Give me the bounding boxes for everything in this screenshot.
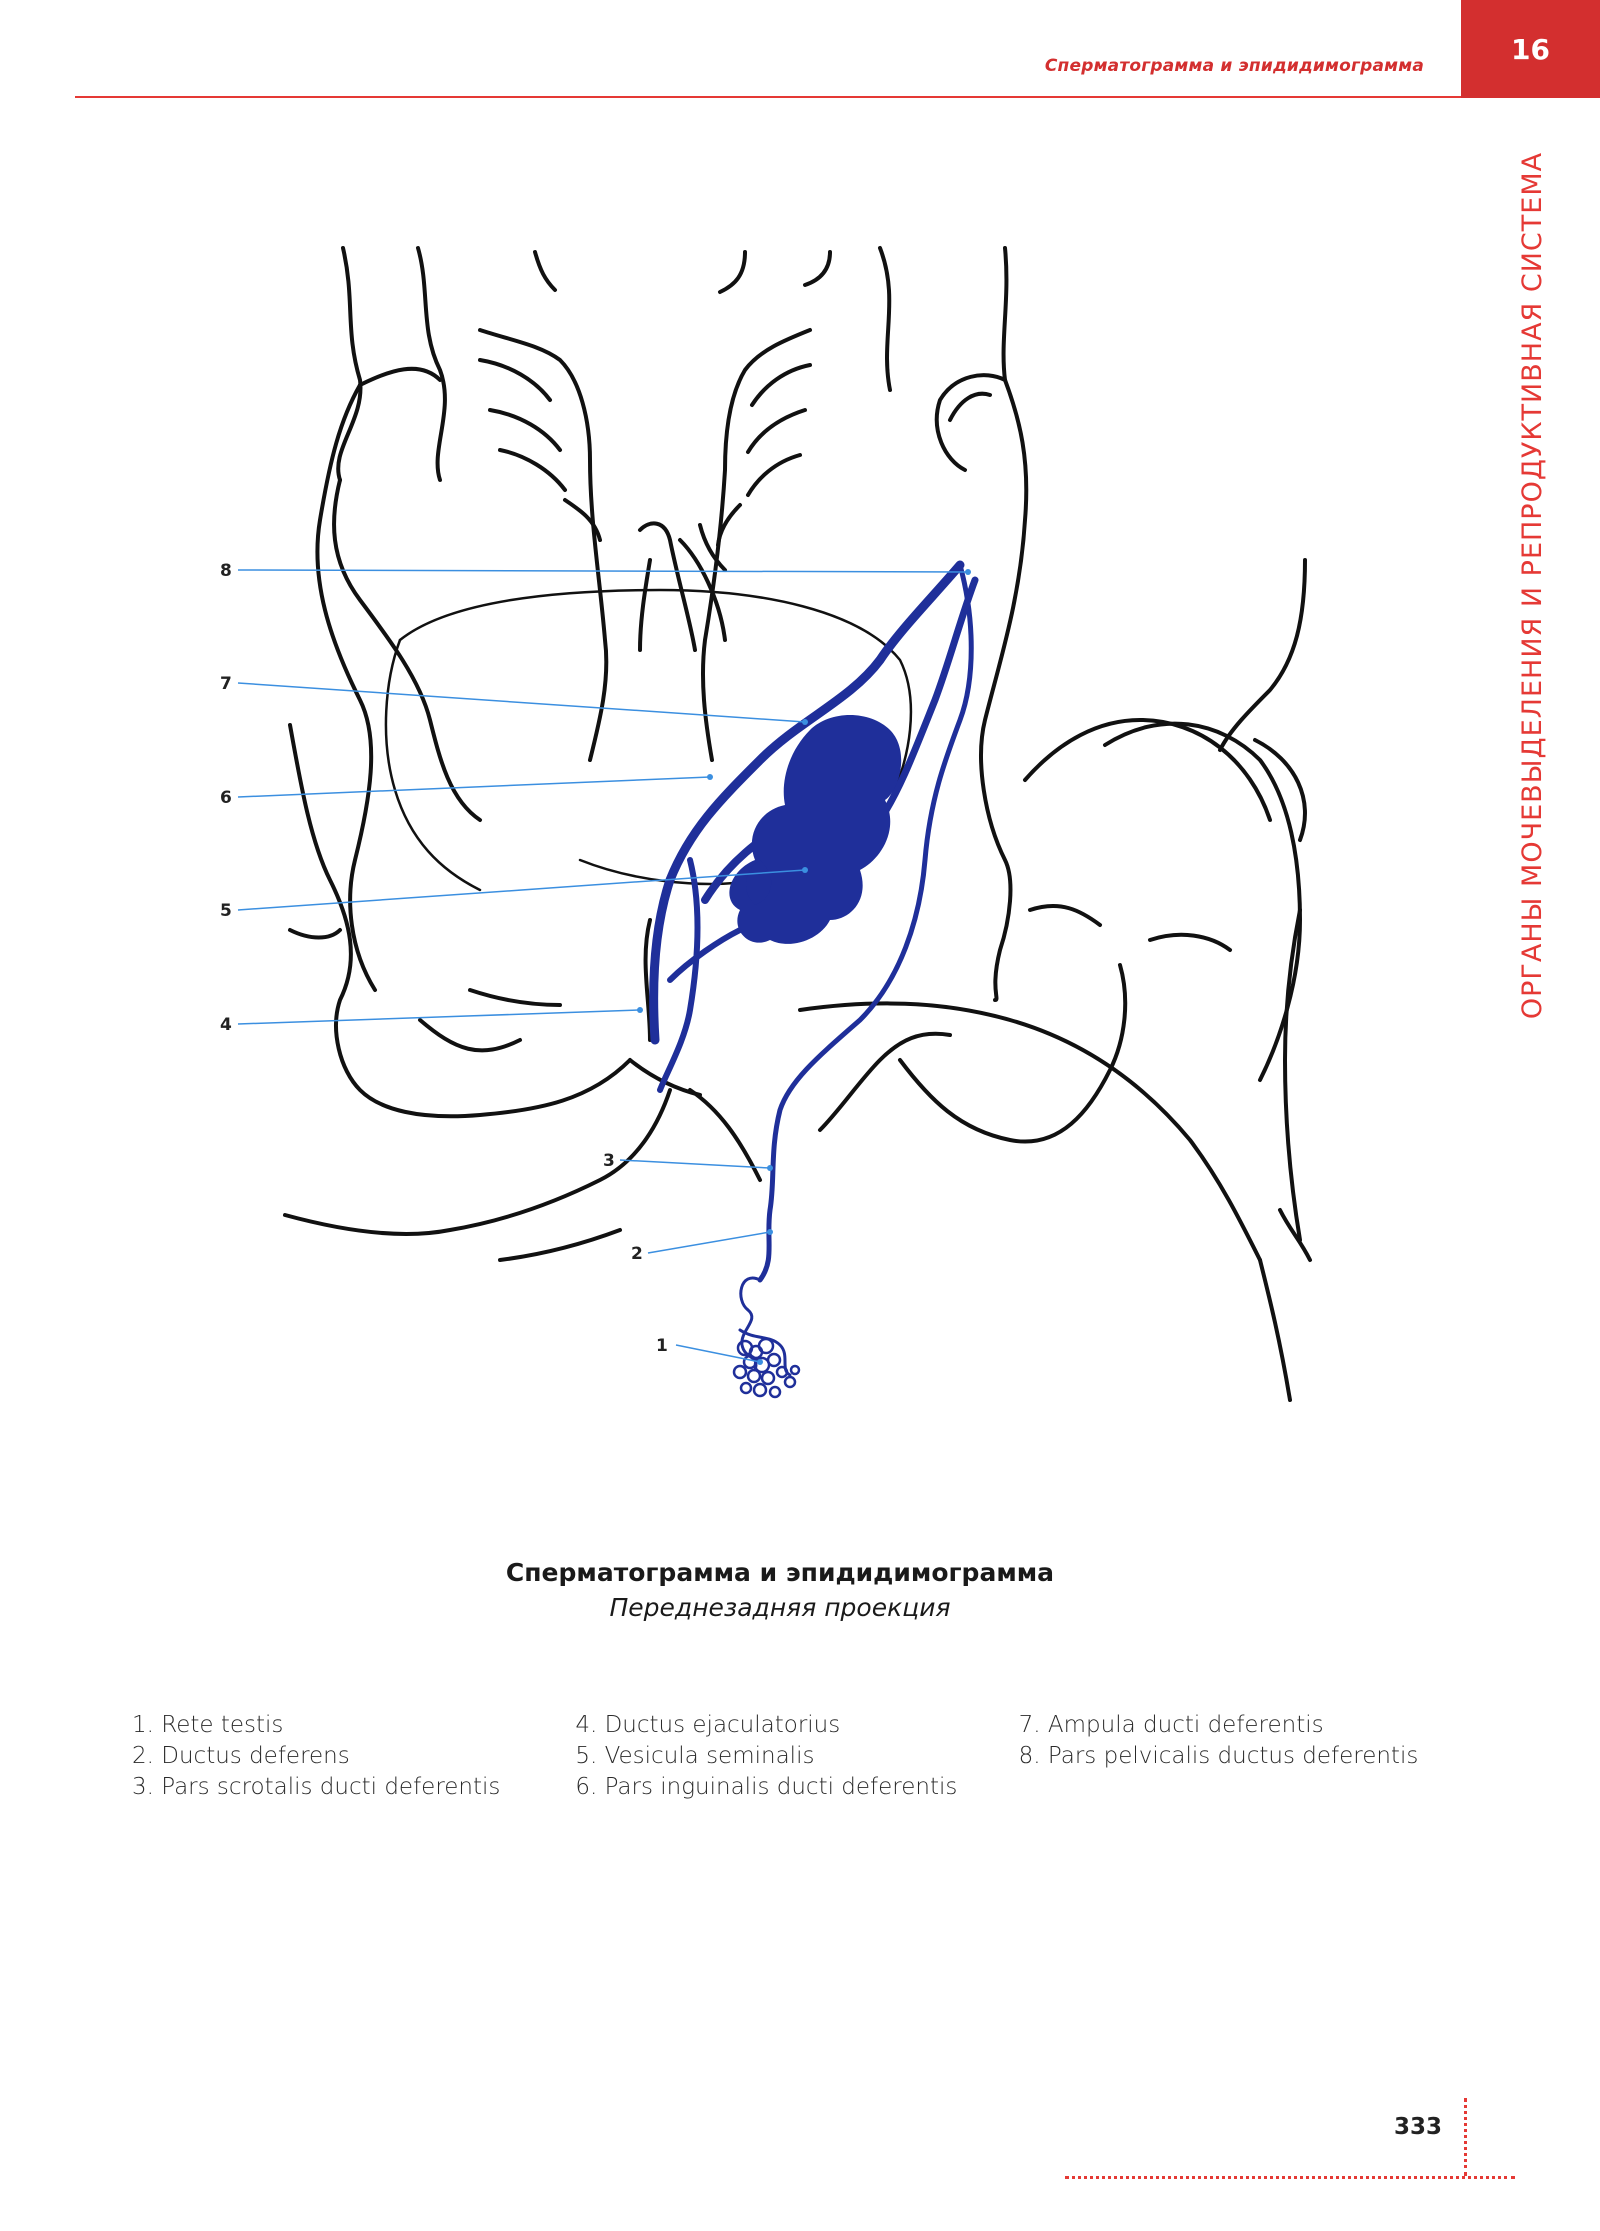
figure-label-4: 4 (220, 1015, 232, 1035)
chapter-number-tab: 16 (1461, 0, 1600, 98)
caption-title: Сперматограмма и эпидидимограмма (505, 1558, 1055, 1587)
figure-label-8: 8 (220, 561, 232, 581)
caption-subtitle: Переднезадняя проекция (609, 1593, 951, 1622)
figure-label-7: 7 (220, 674, 232, 694)
legend-item: 6. Pars inguinalis ducti deferentis (575, 1774, 958, 1800)
page-corner-dotted-horizontal (1065, 2176, 1515, 2179)
legend-column-1 (132, 1710, 575, 1803)
legend-item: 7. Ampula ducti deferentis (1018, 1712, 1324, 1738)
seminal-vesicle-mass (729, 715, 901, 944)
page-corner-dotted-vertical (1464, 2098, 1467, 2176)
figure-label-6: 6 (220, 788, 232, 808)
legend-column-3 (1019, 1710, 1462, 1803)
page-number: 333 (1393, 2114, 1442, 2140)
legend-item: 5. Vesicula seminalis (575, 1743, 815, 1769)
legend-item: 8. Pars pelvicalis ductus deferentis (1018, 1743, 1419, 1769)
side-section-title: ОРГАНЫ МОЧЕВЫДЕЛЕНИЯ И РЕПРОДУКТИВНАЯ СИСТЕМА (1517, 151, 1549, 1019)
legend-column-2 (575, 1710, 1018, 1803)
figure-label-5: 5 (220, 901, 232, 921)
figure-caption (0, 1558, 1560, 1622)
legend-item: 1. Rete testis (132, 1712, 284, 1738)
figure-legend (132, 1710, 1462, 1803)
figure-label-3: 3 (603, 1151, 615, 1171)
legend-item: 3. Pars scrotalis ducti deferentis (132, 1774, 501, 1800)
figure-label-2: 2 (631, 1244, 643, 1264)
legend-item: 2. Ductus deferens (132, 1743, 350, 1769)
running-header-title: Сперматограмма и эпидидимограмма (1044, 56, 1424, 76)
figure-label-1: 1 (656, 1336, 668, 1356)
legend-item: 4. Ductus ejaculatorius (575, 1712, 841, 1738)
